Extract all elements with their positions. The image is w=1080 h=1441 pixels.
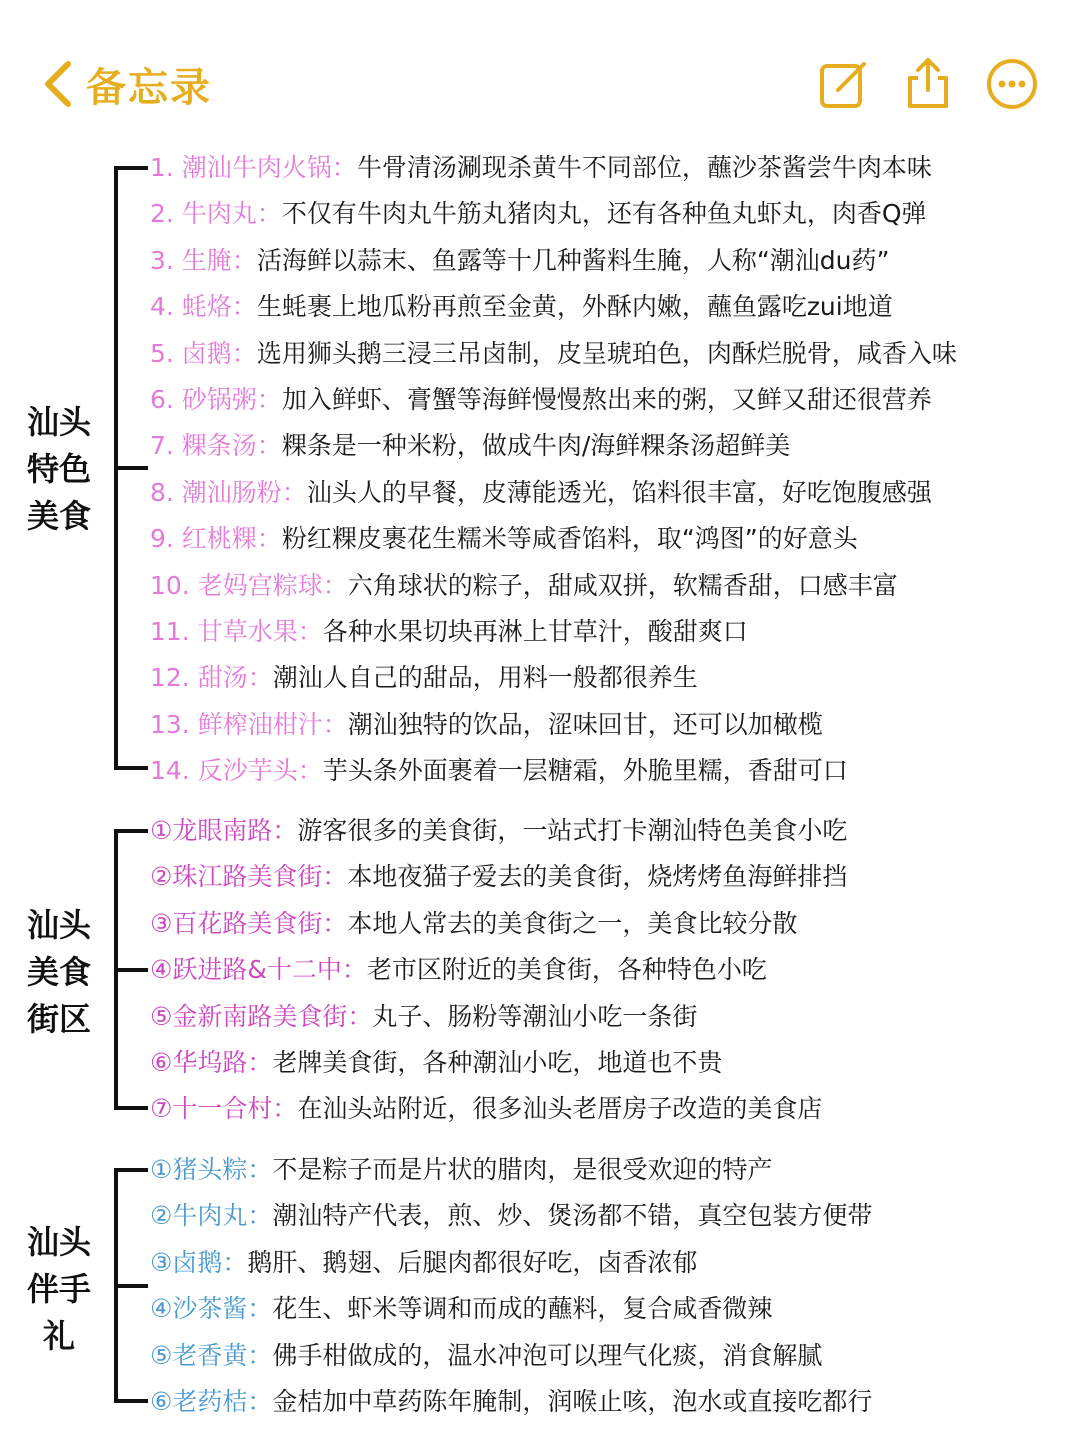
item-name: 12. 甜汤：	[150, 663, 273, 692]
list-item	[150, 145, 932, 191]
list-item	[150, 854, 847, 900]
nav-bar	[0, 0, 1080, 150]
list-item	[150, 516, 858, 562]
item-desc: 生蚝裹上地瓜粉再煎至金黄，外酥内嫩，蘸鱼露吃zui地道	[256, 292, 893, 321]
item-name: 13. 鲜榨油柑汁：	[150, 710, 348, 739]
item-name: 6. 砂锅粥：	[150, 385, 282, 414]
item-desc: 在汕头站附近，很多汕头老厝房子改造的美食店	[297, 1094, 823, 1123]
item-desc: 花生、虾米等调和而成的蘸料，复合咸香微辣	[272, 1294, 773, 1323]
section-title	[16, 399, 102, 540]
list-item	[150, 423, 790, 469]
bracket	[114, 166, 118, 770]
item-name: 7. 粿条汤：	[150, 431, 282, 460]
item-desc: 不是粽子而是片状的腊肉，是很受欢迎的特产	[272, 1155, 773, 1184]
item-desc: 六角球状的粽子，甜咸双拼，软糯香甜，口感丰富	[347, 571, 898, 600]
title-line: 特色	[26, 450, 91, 488]
item-desc: 不仅有牛肉丸牛筋丸猪肉丸，还有各种鱼丸虾丸，肉香Q弹	[281, 199, 927, 228]
item-desc: 牛骨清汤涮现杀黄牛不同部位，蘸沙茶酱尝牛肉本味	[356, 153, 932, 182]
section-local-food	[0, 145, 1080, 795]
item-name: 9. 红桃粿：	[150, 524, 282, 553]
title-line: 美食	[26, 953, 91, 991]
list-item	[150, 1147, 772, 1193]
chevron-left-icon	[40, 58, 76, 110]
list-item	[150, 1379, 872, 1425]
bracket-tick	[114, 1284, 148, 1288]
item-desc: 汕头人的早餐，皮薄能透光，馅料很丰富，好吃饱腹感强	[306, 478, 932, 507]
item-desc: 活海鲜以蒜末、鱼露等十几种酱料生腌，人称“潮汕du药”	[256, 246, 890, 275]
title-line: 汕头	[26, 906, 91, 944]
item-desc: 佛手柑做成的，温水冲泡可以理气化痰，消食解腻	[272, 1341, 823, 1370]
bracket-tick	[114, 968, 148, 972]
item-desc: 游客很多的美食街，一站式打卡潮汕特色美食小吃	[297, 816, 848, 845]
item-name: ②珠江路美食街：	[150, 862, 348, 891]
item-name: ③百花路美食街：	[150, 909, 348, 938]
item-name: ④沙茶酱：	[150, 1294, 273, 1323]
list-item	[150, 470, 932, 516]
list-item	[150, 655, 698, 701]
list-item	[150, 1086, 822, 1132]
list-item	[150, 1240, 697, 1286]
more-icon	[984, 56, 1040, 112]
item-name: ⑤老香黄：	[150, 1341, 273, 1370]
item-desc: 本地人常去的美食街之一，美食比较分散	[347, 909, 798, 938]
item-name: ①龙眼南路：	[150, 816, 298, 845]
item-desc: 丸子、肠粉等潮汕小吃一条街	[372, 1002, 698, 1031]
item-desc: 粿条是一种米粉，做成牛肉/海鲜粿条汤超鲜美	[281, 431, 791, 460]
item-desc: 加入鲜虾、膏蟹等海鲜慢慢熬出来的粥，又鲜又甜还很营养	[281, 385, 932, 414]
item-name: 1. 潮汕牛肉火锅：	[150, 153, 357, 182]
item-desc: 潮汕特产代表，煎、炒、煲汤都不错，真空包装方便带	[272, 1201, 873, 1230]
bracket-tick	[114, 466, 148, 470]
list-item	[150, 377, 932, 423]
bracket	[114, 1168, 118, 1402]
item-name: 11. 甘草水果：	[150, 617, 323, 646]
list-item	[150, 238, 889, 284]
list-item	[150, 947, 767, 993]
list-item	[150, 563, 898, 609]
item-name: ⑥华坞路：	[150, 1048, 273, 1077]
list-item	[150, 748, 848, 794]
section-food-streets	[0, 808, 1080, 1138]
list-item	[150, 1286, 772, 1332]
item-desc: 老市区附近的美食街，各种特色小吃	[366, 955, 767, 984]
bracket-tick	[114, 166, 148, 170]
item-name: ①猪头粽：	[150, 1155, 273, 1184]
item-desc: 芋头条外面裹着一层糖霜，外脆里糯，香甜可口	[322, 756, 848, 785]
item-name: ③卤鹅：	[150, 1248, 248, 1277]
item-name: 5. 卤鹅：	[150, 339, 257, 368]
share-button[interactable]	[900, 56, 956, 112]
bracket-tick	[114, 1106, 148, 1110]
list-item	[150, 1193, 872, 1239]
item-name: 14. 反沙芋头：	[150, 756, 323, 785]
back-button[interactable]	[40, 56, 212, 112]
item-name: ④跃进路&十二中：	[150, 955, 367, 984]
title-line: 汕头	[26, 403, 91, 441]
item-name: 2. 牛肉丸：	[150, 199, 282, 228]
section-title	[16, 902, 102, 1043]
item-name: 3. 生腌：	[150, 246, 257, 275]
title-line: 汕头	[26, 1223, 91, 1261]
bracket-tick	[114, 766, 148, 770]
list-item	[150, 609, 748, 655]
more-button[interactable]	[984, 56, 1040, 112]
item-desc: 各种水果切块再淋上甘草汁，酸甜爽口	[322, 617, 748, 646]
share-icon	[900, 56, 956, 112]
item-name: ⑤金新南路美食街：	[150, 1002, 373, 1031]
item-desc: 潮汕独特的饮品，涩味回甘，还可以加橄榄	[347, 710, 823, 739]
list-item	[150, 1333, 822, 1379]
list-item	[150, 901, 797, 947]
list-item	[150, 994, 697, 1040]
list-item	[150, 191, 927, 237]
item-name: 8. 潮汕肠粉：	[150, 478, 307, 507]
item-desc: 本地夜猫子爱去的美食街，烧烤烤鱼海鲜排挡	[347, 862, 848, 891]
section-title	[16, 1219, 102, 1360]
item-name: ⑥老药桔：	[150, 1387, 273, 1416]
section-souvenirs	[0, 1147, 1080, 1432]
item-name: ⑦十一合村：	[150, 1094, 298, 1123]
item-name: 4. 蚝烙：	[150, 292, 257, 321]
item-desc: 选用狮头鹅三浸三吊卤制，皮呈琥珀色，肉酥烂脱骨，咸香入味	[256, 339, 957, 368]
bracket-tick	[114, 1399, 148, 1403]
item-name: 10. 老妈宫粽球：	[150, 571, 348, 600]
list-item	[150, 331, 957, 377]
list-item	[150, 702, 823, 748]
list-item	[150, 1040, 722, 1086]
list-item	[150, 808, 847, 854]
bracket-tick	[114, 1168, 148, 1172]
item-desc: 鹅肝、鹅翅、后腿肉都很好吃，卤香浓郁	[247, 1248, 698, 1277]
item-desc: 粉红粿皮裹花生糯米等咸香馅料，取“鸿图”的好意头	[281, 524, 858, 553]
title-line: 礼	[42, 1317, 75, 1355]
list-item	[150, 284, 893, 330]
back-label: 备忘录	[86, 64, 212, 111]
bracket	[114, 829, 118, 1109]
title-line: 伴手	[26, 1270, 91, 1308]
item-desc: 潮汕人自己的甜品，用料一般都很养生	[272, 663, 698, 692]
title-line: 美食	[26, 497, 91, 535]
item-desc: 金桔加中草药陈年腌制，润喉止咳，泡水或直接吃都行	[272, 1387, 873, 1416]
item-name: ②牛肉丸：	[150, 1201, 273, 1230]
bracket-tick	[114, 829, 148, 833]
compose-button[interactable]	[816, 56, 872, 112]
title-line: 街区	[26, 1000, 91, 1038]
item-desc: 老牌美食街，各种潮汕小吃，地道也不贵	[272, 1048, 723, 1077]
compose-icon	[816, 56, 872, 112]
